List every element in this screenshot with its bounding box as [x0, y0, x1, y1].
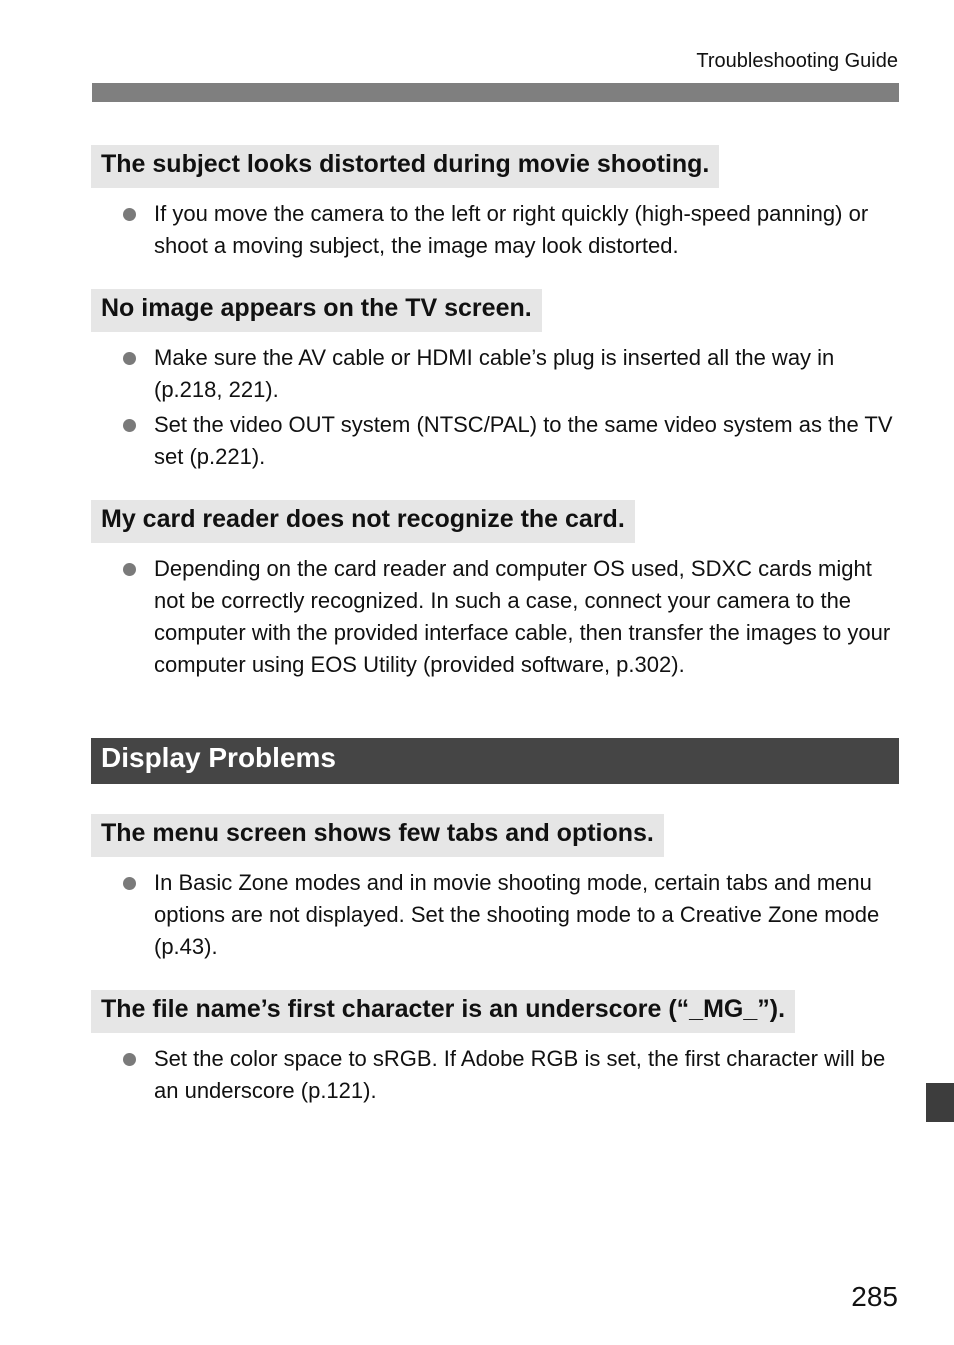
topic-no-tv-image	[91, 289, 899, 473]
page-content	[91, 145, 899, 1107]
bullet-icon	[123, 419, 136, 432]
running-head: Troubleshooting Guide	[696, 50, 898, 72]
bullet-icon	[123, 877, 136, 890]
list-item: In Basic Zone modes and in movie shooting mode, certain tabs and menu options are not displayed. Set the shooting mode to a Creative Zone mode (p.43).	[91, 867, 899, 963]
bullet-icon	[123, 1053, 136, 1066]
bullet-icon	[123, 563, 136, 576]
bullet-icon	[123, 352, 136, 365]
page-number: 285	[851, 1281, 898, 1312]
bullet-list	[91, 553, 899, 681]
bullet-list	[91, 867, 899, 963]
topic-heading: No image appears on the TV screen.	[91, 289, 542, 332]
bullet-icon	[123, 208, 136, 221]
topic-heading: The file name’s first character is an underscore (“_MG_”).	[91, 990, 795, 1033]
topic-heading: The subject looks distorted during movie shooting.	[91, 145, 719, 188]
section-title-display-problems: Display Problems	[91, 738, 899, 784]
topic-card-reader	[91, 500, 899, 681]
topic-heading: My card reader does not recognize the card.	[91, 500, 635, 543]
list-item: If you move the camera to the left or right quickly (high-speed panning) or shoot a moving subject, the image may look distorted.	[91, 198, 899, 262]
topic-menu-tabs	[91, 814, 899, 963]
topic-file-name-underscore	[91, 990, 899, 1107]
list-item: Set the color space to sRGB. If Adobe RGB is set, the first character will be an underscore (p.121).	[91, 1043, 899, 1107]
bullet-list	[91, 198, 899, 262]
topic-heading: The menu screen shows few tabs and options.	[91, 814, 664, 857]
bullet-list	[91, 1043, 899, 1107]
topic-distorted-subject	[91, 145, 899, 262]
chapter-thumb-tab	[926, 1083, 954, 1122]
header-rule	[92, 83, 899, 102]
bullet-list	[91, 342, 899, 473]
list-item: Set the video OUT system (NTSC/PAL) to the same video system as the TV set (p.221).	[91, 409, 899, 473]
list-item: Depending on the card reader and computer OS used, SDXC cards might not be correctly recognized. In such a case, connect your camera to the computer with the provided interface cable, then transfer the images to your computer using EOS Utility (provided software, p.302).	[91, 553, 899, 681]
list-item: Make sure the AV cable or HDMI cable’s plug is inserted all the way in (p.218, 221).	[91, 342, 899, 406]
